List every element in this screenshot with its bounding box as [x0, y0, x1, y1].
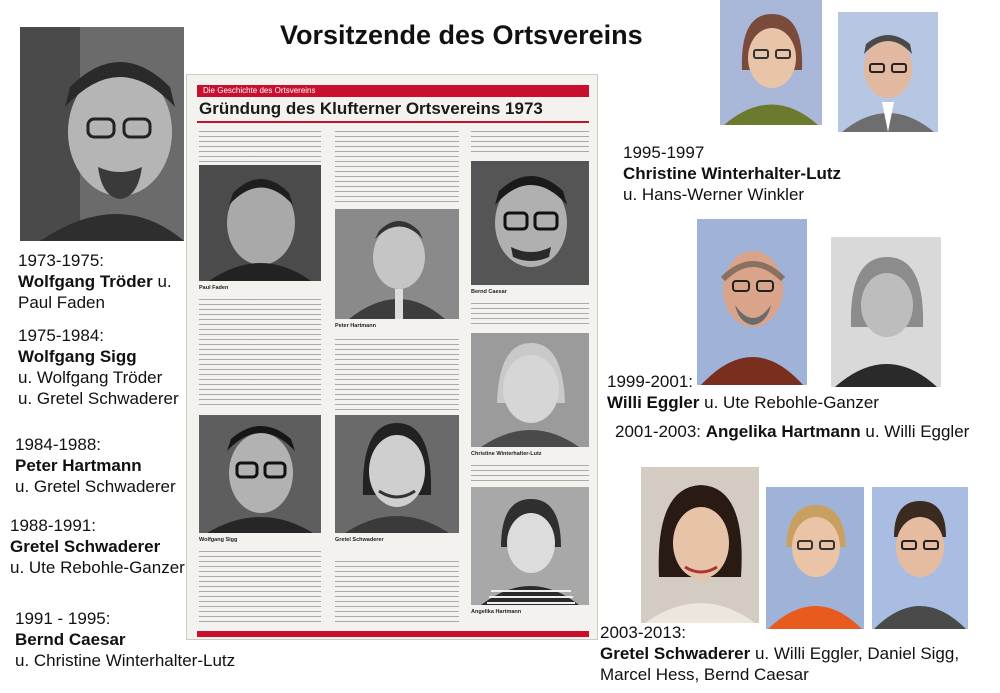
- photo-ute-rebohle-ganzer: [831, 237, 941, 387]
- entry-period: 1999-2001:: [607, 372, 694, 391]
- entry-1975-1984: [18, 325, 179, 409]
- entry-period: 1984-1988:: [15, 435, 102, 454]
- entry-period: 1991 - 1995:: [15, 609, 111, 628]
- entry-2003-2013: [600, 622, 959, 685]
- clipping-headline: Gründung des Klufterner Ortsvereins 1973: [199, 99, 543, 118]
- entry-name: Gretel Schwaderer: [10, 537, 161, 556]
- photo-marcel-hess: [872, 487, 968, 629]
- entry-line: u. Ute Rebohle-Ganzer: [10, 558, 185, 577]
- entry-2001-2003: [615, 421, 969, 442]
- photo-christine-winterhalter-lutz: [720, 0, 822, 125]
- photo-wolfgang-troeder: [20, 27, 184, 241]
- entry-period: 1975-1984:: [18, 326, 105, 345]
- entry-name: Peter Hartmann: [15, 456, 142, 475]
- entry-line: u. Hans-Werner Winkler: [623, 185, 805, 204]
- entry-line: u. Gretel Schwaderer: [18, 389, 179, 408]
- clipping-section-label: Die Geschichte des Ortsvereins: [197, 85, 589, 97]
- entry-period: 1988-1991:: [10, 516, 97, 535]
- clipping-rule: [197, 121, 589, 123]
- entry-name: Christine Winterhalter-Lutz: [623, 164, 842, 183]
- entry-1991-1995: [15, 608, 235, 671]
- entry-1995-1997: [623, 142, 841, 205]
- entry-name: Willi Eggler: [607, 393, 700, 412]
- entry-rest: u. Willi Eggler: [860, 422, 970, 441]
- clipping-text-col-1b: [199, 297, 321, 407]
- clipping-caption-christine: Christine Winterhalter-Lutz: [471, 451, 542, 457]
- clipping-caption-angelika: Angelika Hartmann: [471, 609, 522, 615]
- entry-name: Wolfgang Sigg: [18, 347, 137, 366]
- entry-1999-2001: [607, 371, 879, 413]
- entry-1973-1975: [18, 250, 172, 313]
- clipping-text-col-3b: [471, 301, 589, 325]
- clipping-caption-peter: Peter Hartmann: [335, 323, 376, 329]
- clipping-text-col-3: [471, 129, 589, 155]
- newspaper-clipping: [186, 74, 598, 640]
- entry-rest: u. Ute Rebohle-Ganzer: [699, 393, 879, 412]
- entry-1988-1991: [10, 515, 185, 578]
- entry-period: 1973-1975:: [18, 251, 105, 270]
- entry-name: Bernd Caesar: [15, 630, 126, 649]
- clipping-photo-paul-faden: [199, 165, 321, 281]
- clipping-caption-bernd: Bernd Caesar: [471, 289, 507, 295]
- entry-rest: u.: [152, 272, 172, 291]
- entry-name: Angelika Hartmann: [705, 422, 861, 441]
- entry-period: 2003-2013:: [600, 623, 687, 642]
- clipping-text-col-3c: [471, 463, 589, 483]
- clipping-photo-bernd-caesar: [471, 161, 589, 285]
- clipping-photo-gretel: [335, 415, 459, 533]
- clipping-text-col-2c: [335, 559, 459, 625]
- clipping-text-col-2b: [335, 337, 459, 411]
- entry-name: Wolfgang Tröder: [18, 272, 153, 291]
- entry-name: Gretel Schwaderer: [600, 644, 751, 663]
- photo-hans-werner-winkler: [838, 12, 938, 132]
- clipping-photo-wolfgang-sigg: [199, 415, 321, 533]
- clipping-photo-angelika: [471, 487, 589, 605]
- entry-rest: u. Willi Eggler, Daniel Sigg,: [750, 644, 960, 663]
- clipping-photo-christine: [471, 333, 589, 447]
- page-title: Vorsitzende des Ortsvereins: [280, 20, 643, 50]
- photo-gretel-schwaderer: [641, 467, 759, 623]
- clipping-photo-peter-hartmann: [335, 209, 459, 319]
- entry-line: Paul Faden: [18, 293, 105, 312]
- entry-period: 1995-1997: [623, 143, 705, 162]
- clipping-caption-wolfgang: Wolfgang Sigg: [199, 537, 238, 543]
- clipping-text-col-2: [335, 129, 459, 205]
- entry-line: u. Christine Winterhalter-Lutz: [15, 651, 236, 670]
- entry-period: 2001-2003:: [615, 422, 706, 441]
- clipping-caption-paul: Paul Faden: [199, 285, 229, 291]
- entry-line: u. Gretel Schwaderer: [15, 477, 176, 496]
- entry-1984-1988: [15, 434, 176, 497]
- clipping-footer: [197, 631, 589, 637]
- entry-line: u. Wolfgang Tröder: [18, 368, 163, 387]
- entry-line: Marcel Hess, Bernd Caesar: [600, 665, 809, 684]
- photo-willi-eggler: [697, 219, 807, 385]
- photo-daniel-sigg: [766, 487, 864, 629]
- clipping-caption-gretel: Gretel Schwaderer: [335, 537, 384, 543]
